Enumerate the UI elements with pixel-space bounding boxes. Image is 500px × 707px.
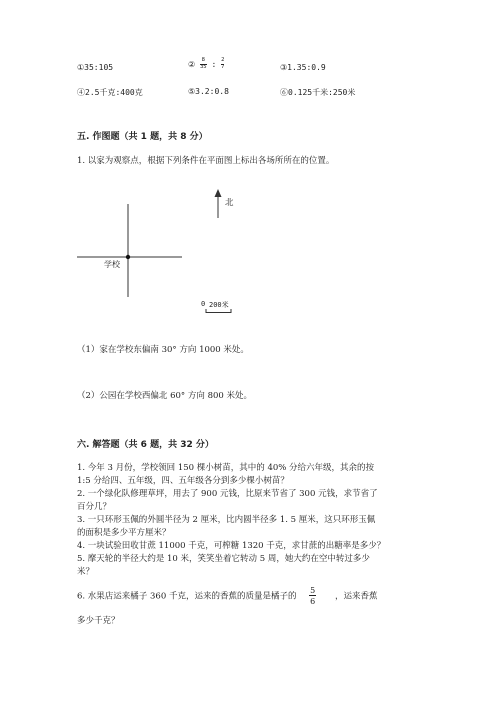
question-3: 3. 一只环形玉佩的外圆半径为 2 厘米，比内圆半径多 1. 5 厘米，这只环形玉佩 的面积是多少平方厘米？	[77, 515, 376, 538]
question-6-line2: 多少千克？	[77, 616, 120, 626]
question-5: 5. 摩天轮的半径大约是 10 米，笑笑坐着它转动 5 周，她大约在空中转过多少 米？	[77, 554, 370, 577]
question-4: 4. 一块试验田收甘蔗 11000 千克，可榨糖 1320 千克，求甘蔗的出糖率是多少？	[77, 541, 386, 551]
ratio-option-3: ③1.35:0.9	[280, 63, 326, 72]
section-5-sub2: （2）公园在学校西偏北 60° 方向 800 米处。	[77, 391, 253, 401]
section-6-heading: 六. 解答题（共 6 题，共 32 分）	[77, 440, 214, 450]
school-dot	[126, 255, 130, 259]
school-label: 学校	[104, 260, 120, 269]
ratio-option-5: ⑤3.2:0.8	[188, 87, 229, 96]
ratio-option-4: ④2.5千克:400克	[77, 88, 143, 97]
question-1: 1. 今年 3 月份，学校领回 150 棵小树苗，其中的 40% 分给六年级，其余的按 1:5 分给四、五年级，四、五年级各分到多少棵小树苗？	[77, 463, 375, 486]
q6-fraction: $\frac{5}{6}$	[310, 586, 316, 606]
section-5-sub1: （1）家在学校东偏南 30° 方向 1000 米处。	[77, 345, 249, 355]
scale-distance: 200米	[209, 301, 229, 309]
scale-zero: 0	[201, 300, 206, 308]
section-5-question: 1. 以家为观察点，根据下列条件在平面图上标出各场所所在的位置。	[77, 156, 335, 166]
north-label: 北	[225, 198, 234, 208]
ratio-option-1: ①35:105	[77, 63, 114, 72]
ratio-option-2: ② $\frac{8}{35}$ : $\frac{2}{7}$	[188, 57, 225, 70]
question-6: 6. 水果店运来橘子 360 千克，运来的香蕉的质量是橘子的 $\frac{5}{6}$ ，运来香蕉	[77, 586, 378, 606]
question-2: 2. 一个绿化队修理草坪，用去了 900 元钱，比原来节省了 300 元钱，求节省了 百分几？	[77, 489, 378, 512]
ratio-option-6: ⑥0.125千米:250米	[280, 88, 356, 97]
section-5-heading: 五. 作图题（共 1 题，共 8 分）	[77, 132, 208, 142]
north-arrow-head	[215, 189, 222, 197]
